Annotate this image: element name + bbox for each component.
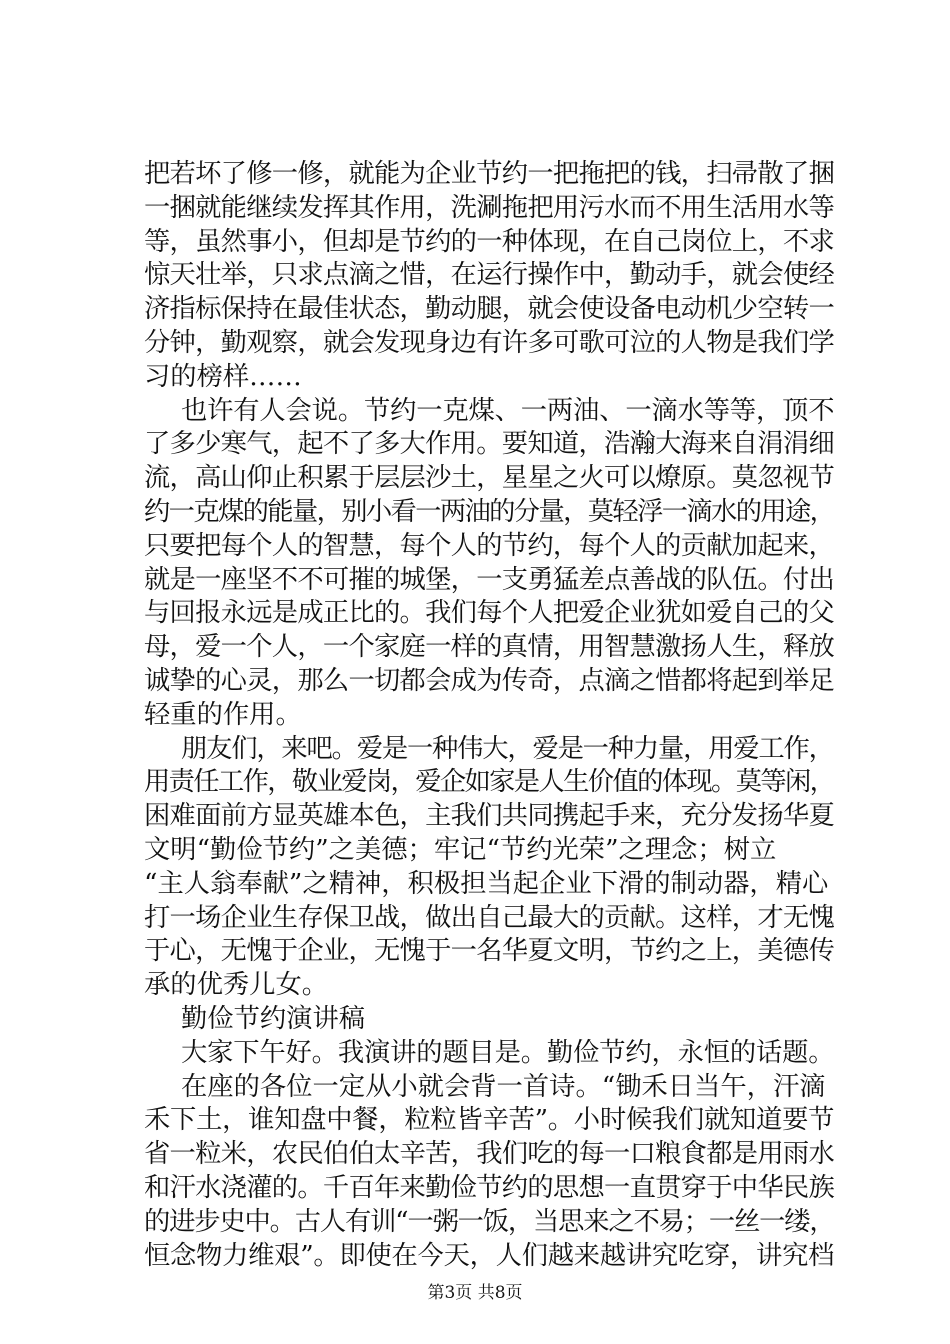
document-body <box>144 158 834 1273</box>
text-line: 打一场企业生存保卫战，做出自己最大的贡献。这样，才无愧 <box>144 902 835 933</box>
text-line: 困难面前方显英雄本色，主我们共同携起手来，充分发扬华夏 <box>144 801 835 832</box>
text-line: 流，高山仰止积累于层层沙土，星星之火可以燎原。莫忽视节 <box>144 463 835 494</box>
text-line: 习的榜样…… <box>144 361 302 392</box>
text-line: 一捆就能继续发挥其作用，洗涮拖把用污水而不用生活用水等 <box>144 192 835 223</box>
text-line: 就是一座坚不不可摧的城堡，一支勇猛差点善战的队伍。付出 <box>144 564 835 595</box>
text-line: 约一克煤的能量，别小看一两油的分量，莫轻浮一滴水的用途， <box>144 496 835 527</box>
text-line: 勤俭节约演讲稿 <box>181 1003 366 1034</box>
text-line: 用责任工作，敬业爱岗，爱企如家是人生价值的体现。莫等闲， <box>144 767 835 798</box>
text-line: 惊天壮举，只求点滴之惜，在运行操作中，勤动手，就会使经 <box>144 260 835 291</box>
text-line: 轻重的作用。 <box>144 699 302 730</box>
text-line: 只要把每个人的智慧，每个人的节约，每个人的贡献加起来， <box>144 530 835 561</box>
text-line: 恒念物力维艰”。即使在今天，人们越来越讲究吃穿，讲究档 <box>144 1240 835 1271</box>
text-line: 文明“勤俭节约”之美德；牢记“节约光荣”之理念；树立 <box>144 834 777 865</box>
text-line: 禾下土，谁知盘中餐，粒粒皆辛苦”。小时候我们就知道要节 <box>144 1105 835 1136</box>
text-line: 于心，无愧于企业，无愧于一名华夏文明，节约之上，美德传 <box>144 936 835 967</box>
text-line: “主人翁奉献”之精神，积极担当起企业下滑的制动器，精心 <box>144 868 829 899</box>
text-line: 济指标保持在最佳状态，勤动腿，就会使设备电动机少空转一 <box>144 294 835 325</box>
text-line: 省一粒米，农民伯伯太辛苦，我们吃的每一口粮食都是用雨水 <box>144 1139 835 1170</box>
text-line: 大家下午好。我演讲的题目是。勤俭节约，永恒的话题。 <box>181 1037 835 1068</box>
text-line: 朋友们，来吧。爱是一种伟大，爱是一种力量，用爱工作， <box>181 733 834 764</box>
text-line: 也许有人会说。节约一克煤、一两油、一滴水等等，顶不 <box>181 395 835 426</box>
text-line: 把若坏了修一修，就能为企业节约一把拖把的钱，扫帚散了捆 <box>144 159 835 189</box>
text-line: 和汗水浇灌的。千百年来勤俭节约的思想一直贯穿于中华民族 <box>144 1172 835 1203</box>
text-line: 母，爱一个人，一个家庭一样的真情，用智慧激扬人生，释放 <box>144 632 835 663</box>
text-line: 的进步史中。古人有训“一粥一饭，当思来之不易；一丝一缕， <box>144 1206 835 1237</box>
text-line: 在座的各位一定从小就会背一首诗。“锄禾日当午，汗滴 <box>181 1071 826 1102</box>
text-line: 等，虽然事小，但却是节约的一种体现，在自己岗位上，不求 <box>144 226 835 257</box>
text-line: 分钟，勤观察，就会发现身边有许多可歌可泣的人物是我们学 <box>144 327 835 358</box>
text-line: 与回报永远是成正比的。我们每个人把爱企业犹如爱自己的父 <box>144 598 835 629</box>
text-line: 了多少寒气，起不了多大作用。要知道，浩瀚大海来自涓涓细 <box>144 429 835 460</box>
text-line: 诚挚的心灵，那么一切都会成为传奇，点滴之惜都将起到举足 <box>144 665 835 696</box>
text-line: 承的优秀儿女。 <box>144 970 329 1001</box>
page-footer: 第3页 共8页 <box>427 1283 523 1303</box>
